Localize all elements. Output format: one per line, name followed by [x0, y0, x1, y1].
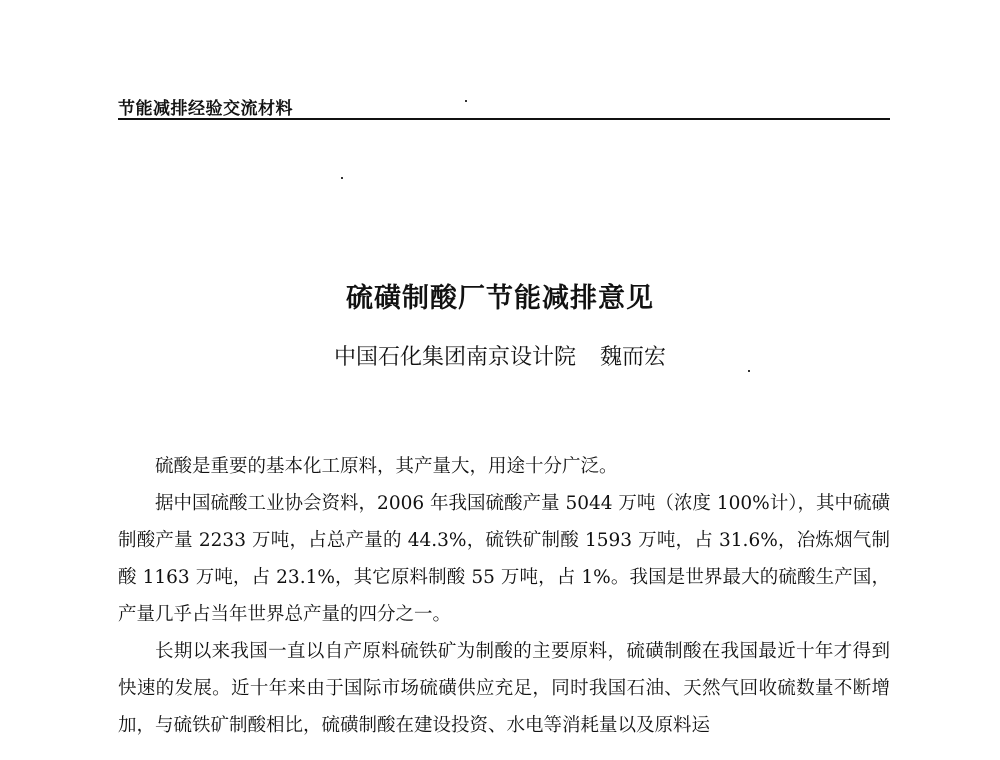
header-rule	[118, 118, 890, 120]
affiliation: 中国石化集团南京设计院	[333, 345, 576, 370]
paragraph: 长期以来我国一直以自产原料硫铁矿为制酸的主要原料，硫磺制酸在我国最近十年才得到快速的发展。近十年来由于国际市场硫磺供应充足，同时我国石油、天然气回收硫数量不断增加，与硫铁矿制酸相比，硫磺制酸在建设投资、水电等消耗量以及原料运	[118, 641, 890, 736]
author-name: 魏而宏	[600, 345, 667, 370]
article-title: 硫磺制酸厂节能减排意见	[346, 283, 654, 315]
paragraph: 硫酸是重要的基本化工原料，其产量大，用途十分广泛。	[155, 456, 618, 477]
scan-speck	[465, 100, 467, 102]
paragraph: 据中国硫酸工业协会资料，2006 年我国硫酸产量 5044 万吨（浓度 100%计），其中硫磺制酸产量 2233 万吨，占总产量的 44.3%，硫铁矿制酸 1593 万吨，占 31.6%，冶炼烟气制酸 1163 万吨，占 23.1%，其它原料制酸 55 万吨，占 1%。我国是世界最大的硫酸生产国，产量几乎占当年世界总产量的四分之一。	[118, 493, 890, 625]
byline	[0, 340, 1000, 371]
running-header: 节能减排经验交流材料	[118, 99, 293, 119]
article-body	[118, 448, 890, 744]
scan-speck	[341, 177, 343, 179]
